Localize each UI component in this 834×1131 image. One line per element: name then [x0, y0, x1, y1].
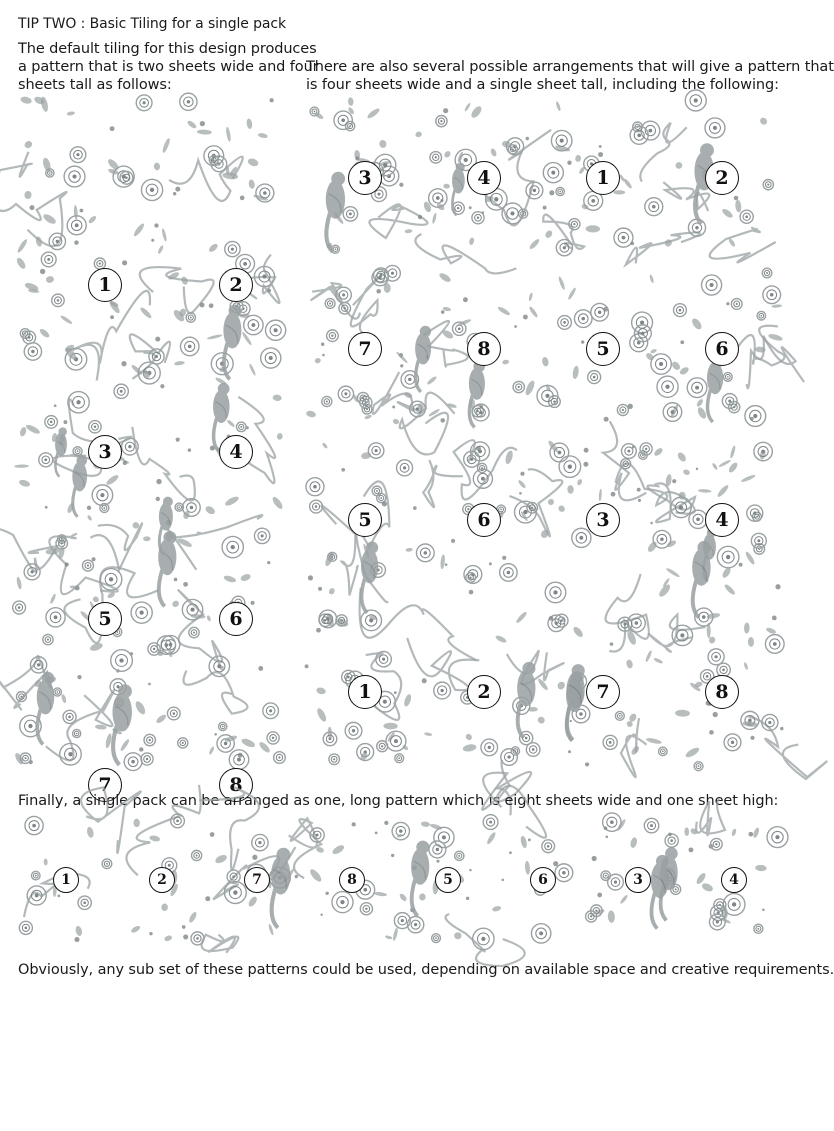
sheet-number-badge: 8: [219, 768, 253, 802]
sheet-number-badge: 7: [88, 768, 122, 802]
sheet-number-badge: 3: [88, 435, 122, 469]
sheet-number-badge: 5: [88, 602, 122, 636]
closing-note: Obviously, any sub set of these patterns could be used, depending on available space and creative requirements.: [18, 962, 834, 978]
intro-line: The default tiling for this design produces: [18, 41, 317, 57]
intro-line: a pattern that is two sheets wide and four: [18, 59, 319, 75]
sheet-number-badge: 2: [467, 675, 501, 709]
sheet-number-badge: 8: [467, 332, 501, 366]
sheet-number-badge: 4: [721, 867, 747, 893]
sheet-number-badge: 3: [625, 867, 651, 893]
sheet-number-badge: 6: [219, 602, 253, 636]
sheet-number-badge: 7: [348, 332, 382, 366]
sheet-number-badge: 1: [586, 161, 620, 195]
sheet-number-badge: 7: [586, 675, 620, 709]
wide-arrangement-row: [306, 273, 782, 424]
intro-line: sheets tall as follows:: [18, 77, 172, 93]
sheet-number-badge: 4: [467, 161, 501, 195]
sheet-number-badge: 3: [586, 503, 620, 537]
sheet-number-badge: 1: [88, 268, 122, 302]
sheet-number-badge: 1: [53, 867, 79, 893]
sheet-number-badge: 8: [339, 867, 365, 893]
sheet-number-badge: 6: [705, 332, 739, 366]
default-tiling-grid: [19, 100, 282, 796]
wide-arrangements-intro: [306, 58, 834, 94]
wide-arrangement-row: [306, 444, 782, 595]
sheet-number-badge: 1: [348, 675, 382, 709]
long-strip-intro: Finally, a single pack can be arranged as one, long pattern which is eight sheets wide and one sheet high:: [18, 793, 779, 809]
sheet-number-badge: 8: [705, 675, 739, 709]
sheet-number-badge: 6: [530, 867, 556, 893]
default-tiling-intro: [18, 40, 319, 94]
wide-arrangement-row: [306, 100, 782, 251]
sheet-number-badge: 5: [348, 503, 382, 537]
sheet-number-badge: 2: [219, 268, 253, 302]
sheet-number-badge: 5: [435, 867, 461, 893]
sheet-number-badge: 6: [467, 503, 501, 537]
toile-pattern-background: [19, 819, 782, 940]
long-strip-pattern: [19, 819, 782, 940]
intro-line: is four sheets wide and a single sheet tall, including the following:: [306, 77, 779, 93]
sheet-number-badge: 4: [705, 503, 739, 537]
sheet-number-badge: 2: [149, 867, 175, 893]
sheet-number-badge: 5: [586, 332, 620, 366]
sheet-number-badge: 2: [705, 161, 739, 195]
intro-line: There are also several possible arrangements that will give a pattern that: [306, 59, 834, 75]
page-title: TIP TWO : Basic Tiling for a single pack: [18, 16, 287, 32]
sheet-number-badge: 7: [244, 867, 270, 893]
toile-pattern-background: [19, 100, 282, 768]
wide-arrangement-row: [306, 615, 782, 768]
sheet-number-badge: 4: [219, 435, 253, 469]
sheet-number-badge: 3: [348, 161, 382, 195]
